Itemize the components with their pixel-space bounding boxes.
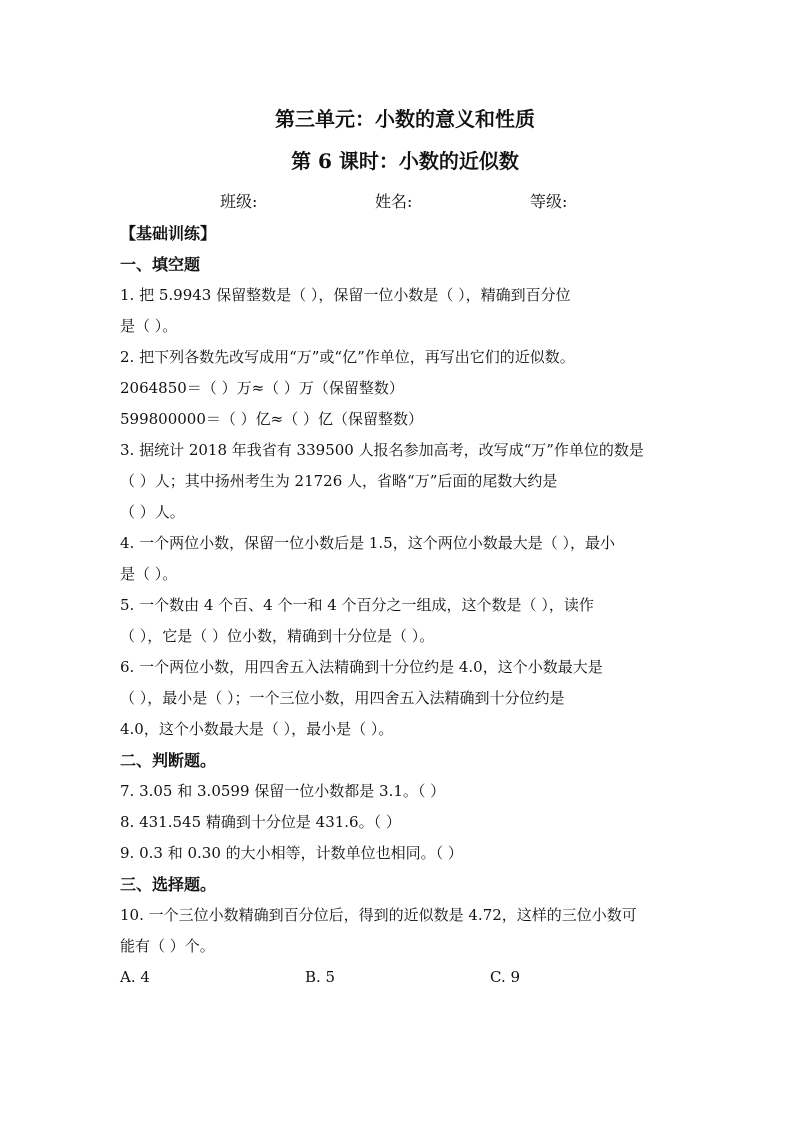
question-line: 是（ ）。 xyxy=(120,565,178,583)
question-line: 1. 把 5.9943 保留整数是（ ），保留一位小数是（ ），精确到百分位 xyxy=(120,286,571,304)
option-b: B. 5 xyxy=(305,968,336,986)
question-line: 2064850＝（ ）万≈（ ）万（保留整数） xyxy=(120,379,404,397)
question-line: （ ）人。 xyxy=(120,503,185,521)
name-label: 姓名: xyxy=(375,192,413,211)
question-line: 6. 一个两位小数，用四舍五入法精确到十分位约是 4.0，这个小数最大是 xyxy=(120,658,603,676)
question-line: 2. 把下列各数先改写成用“万”或“亿”作单位，再写出它们的近似数。 xyxy=(120,348,575,366)
option-a: A. 4 xyxy=(120,968,150,986)
judge-heading: 二、判断题。 xyxy=(120,751,217,770)
question-line: 4.0，这个小数最大是（ ），最小是（ ）。 xyxy=(120,720,394,738)
option-c: C. 9 xyxy=(490,968,521,986)
question-line: 是（ ）。 xyxy=(120,317,178,335)
answer-options xyxy=(120,962,702,993)
choose-heading: 三、选择题。 xyxy=(120,875,217,894)
question-line: 7. 3.05 和 3.0599 保留一位小数都是 3.1。（ ） xyxy=(120,782,446,800)
judge-questions xyxy=(120,776,702,869)
question-line: 4. 一个两位小数，保留一位小数后是 1.5，这个两位小数最大是（ ），最小 xyxy=(120,534,615,552)
lesson-title: 第 6 课时：小数的近似数 xyxy=(291,149,519,173)
class-label: 班级: xyxy=(220,192,258,211)
choose-questions xyxy=(120,900,702,993)
training-tag: 【基础训练】 xyxy=(120,224,217,243)
question-line: 3. 据统计 2018 年我省有 339500 人报名参加高考，改写成“万”作单位的数是 xyxy=(120,441,644,459)
grade-label: 等级: xyxy=(530,192,568,211)
fill-in-heading: 一、填空题 xyxy=(120,255,201,274)
question-line: 9. 0.3 和 0.30 的大小相等，计数单位也相同。（ ） xyxy=(120,844,463,862)
fill-in-questions xyxy=(120,280,702,745)
question-line: 10. 一个三位小数精确到百分位后，得到的近似数是 4.72，这样的三位小数可 xyxy=(120,906,637,924)
question-line: 8. 431.545 精确到十分位是 431.6。（ ） xyxy=(120,813,401,831)
question-line: 5. 一个数由 4 个百、4 个一和 4 个百分之一组成，这个数是（ ），读作 xyxy=(120,596,594,614)
question-line: 599800000＝（ ）亿≈（ ）亿（保留整数） xyxy=(120,410,423,428)
question-line: （ ），它是（ ）位小数，精确到十分位是（ ）。 xyxy=(120,627,435,645)
question-line: （ ）人；其中扬州考生为 21726 人，省略“万”后面的尾数大约是 xyxy=(120,472,558,490)
question-line: 能有（ ）个。 xyxy=(120,937,215,955)
question-line: （ ），最小是（ ）；一个三位小数，用四舍五入法精确到十分位约是 xyxy=(120,689,565,707)
unit-title: 第三单元：小数的意义和性质 xyxy=(275,107,535,131)
student-info-row xyxy=(220,186,702,218)
